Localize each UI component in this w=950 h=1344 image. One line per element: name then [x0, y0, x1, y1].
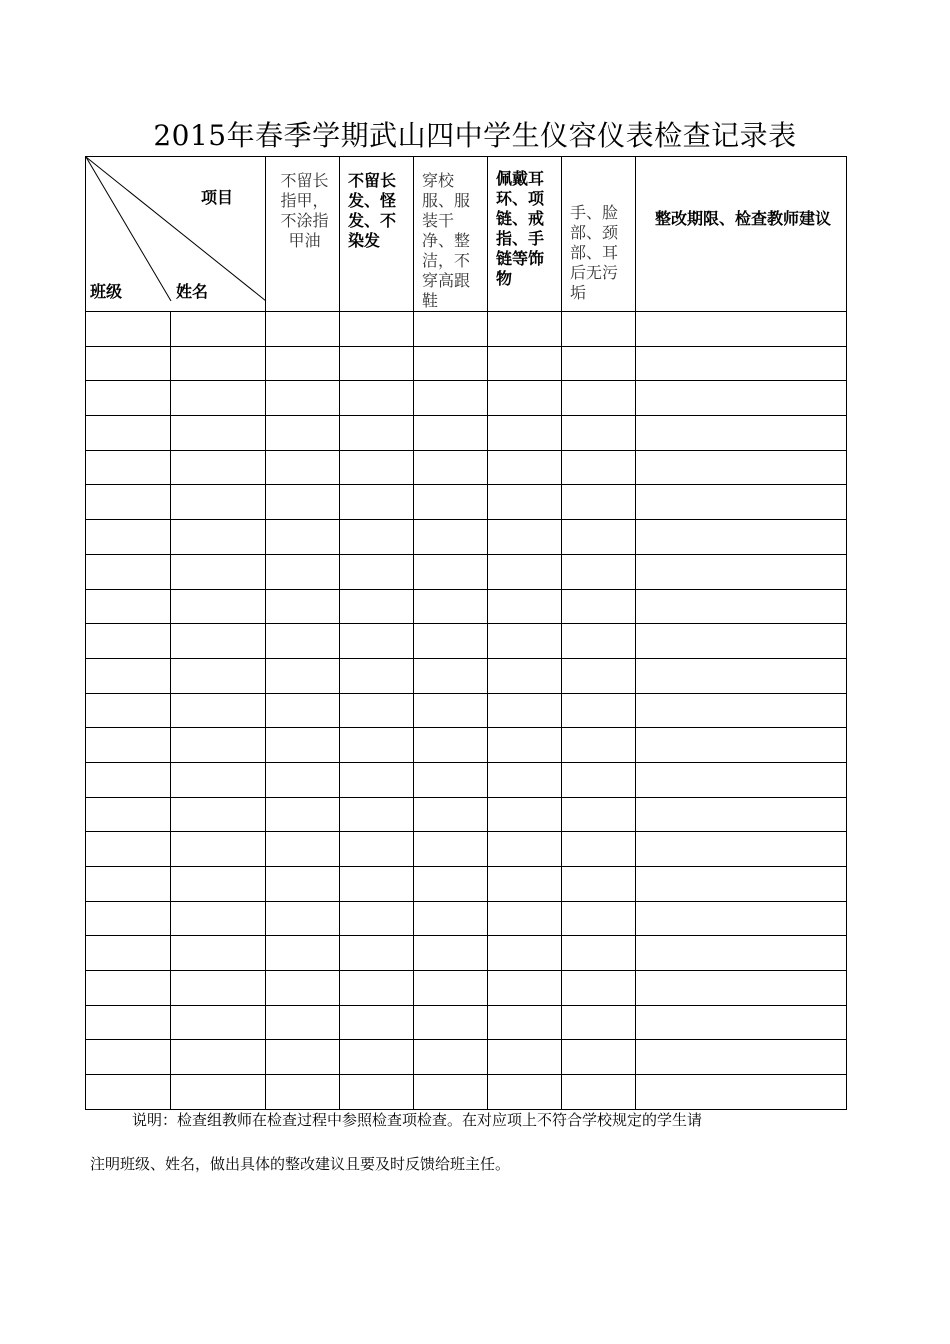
header-row [86, 157, 847, 312]
table-row [86, 485, 847, 520]
suggestion-cell[interactable] [636, 728, 847, 763]
suggestion-cell[interactable] [636, 867, 847, 902]
column-header-hygiene: 手、脸部、颈部、耳后无污垢 [570, 203, 619, 302]
hygiene-cell[interactable] [562, 762, 636, 797]
class-cell[interactable] [86, 936, 171, 971]
class-cell[interactable] [86, 971, 171, 1006]
nails-cell[interactable] [266, 589, 340, 624]
inspection-table [85, 156, 847, 1110]
uniform-cell[interactable] [414, 346, 488, 381]
hygiene-cell[interactable] [562, 554, 636, 589]
jewelry-cell[interactable] [488, 797, 562, 832]
hygiene-cell[interactable] [562, 416, 636, 451]
column-header [266, 157, 340, 312]
suggestion-cell[interactable] [636, 658, 847, 693]
nails-cell[interactable] [266, 901, 340, 936]
name-cell[interactable] [171, 346, 266, 381]
class-cell[interactable] [86, 658, 171, 693]
uniform-cell[interactable] [414, 867, 488, 902]
table-row [86, 728, 847, 763]
corner-cell [86, 157, 266, 312]
hygiene-cell[interactable] [562, 346, 636, 381]
class-cell[interactable] [86, 1040, 171, 1075]
uniform-cell[interactable] [414, 658, 488, 693]
hair-cell[interactable] [340, 346, 414, 381]
nails-cell[interactable] [266, 728, 340, 763]
hygiene-cell[interactable] [562, 867, 636, 902]
column-header-suggestion: 整改期限、检查教师建议 [654, 209, 831, 228]
suggestion-cell[interactable] [636, 936, 847, 971]
name-cell[interactable] [171, 728, 266, 763]
class-cell[interactable] [86, 346, 171, 381]
name-cell[interactable] [171, 797, 266, 832]
class-cell[interactable] [86, 901, 171, 936]
hair-cell[interactable] [340, 520, 414, 555]
table-row [86, 901, 847, 936]
jewelry-cell[interactable] [488, 658, 562, 693]
column-header-uniform: 穿校服、服装干净、整洁，不穿高跟鞋 [422, 171, 471, 310]
uniform-cell[interactable] [414, 832, 488, 867]
hygiene-cell[interactable] [562, 589, 636, 624]
jewelry-cell[interactable] [488, 450, 562, 485]
jewelry-cell[interactable] [488, 971, 562, 1006]
nails-cell[interactable] [266, 346, 340, 381]
table-row [86, 762, 847, 797]
nails-cell[interactable] [266, 624, 340, 659]
hair-cell[interactable] [340, 312, 414, 347]
uniform-cell[interactable] [414, 728, 488, 763]
jewelry-cell[interactable] [488, 312, 562, 347]
jewelry-cell[interactable] [488, 520, 562, 555]
suggestion-cell[interactable] [636, 693, 847, 728]
hygiene-cell[interactable] [562, 658, 636, 693]
name-cell[interactable] [171, 832, 266, 867]
hair-cell[interactable] [340, 797, 414, 832]
corner-item-label: 项目 [201, 188, 234, 207]
nails-cell[interactable] [266, 1040, 340, 1075]
class-cell[interactable] [86, 1005, 171, 1040]
class-cell[interactable] [86, 381, 171, 416]
name-cell[interactable] [171, 867, 266, 902]
jewelry-cell[interactable] [488, 901, 562, 936]
class-cell[interactable] [86, 312, 171, 347]
name-cell[interactable] [171, 1075, 266, 1110]
corner-name-label: 姓名 [176, 282, 209, 301]
table-row [86, 416, 847, 451]
suggestion-cell[interactable] [636, 520, 847, 555]
hair-cell[interactable] [340, 901, 414, 936]
nails-cell[interactable] [266, 797, 340, 832]
class-cell[interactable] [86, 797, 171, 832]
jewelry-cell[interactable] [488, 554, 562, 589]
uniform-cell[interactable] [414, 797, 488, 832]
jewelry-cell[interactable] [488, 728, 562, 763]
uniform-cell[interactable] [414, 520, 488, 555]
table-row [86, 936, 847, 971]
nails-cell[interactable] [266, 762, 340, 797]
hygiene-cell[interactable] [562, 797, 636, 832]
class-cell[interactable] [86, 867, 171, 902]
hair-cell[interactable] [340, 971, 414, 1006]
hygiene-cell[interactable] [562, 901, 636, 936]
column-header [488, 157, 562, 312]
hygiene-cell[interactable] [562, 450, 636, 485]
name-cell[interactable] [171, 312, 266, 347]
uniform-cell[interactable] [414, 693, 488, 728]
nails-cell[interactable] [266, 381, 340, 416]
suggestion-cell[interactable] [636, 971, 847, 1006]
name-cell[interactable] [171, 762, 266, 797]
class-cell[interactable] [86, 762, 171, 797]
hygiene-cell[interactable] [562, 693, 636, 728]
column-header-hair: 不留长发、怪发、不染发 [348, 171, 397, 250]
class-cell[interactable] [86, 728, 171, 763]
hair-cell[interactable] [340, 762, 414, 797]
name-cell[interactable] [171, 485, 266, 520]
corner-class-label: 班级 [90, 282, 123, 301]
table-row [86, 1040, 847, 1075]
uniform-cell[interactable] [414, 312, 488, 347]
suggestion-cell[interactable] [636, 312, 847, 347]
table-row [86, 312, 847, 347]
hair-cell[interactable] [340, 416, 414, 451]
hair-cell[interactable] [340, 589, 414, 624]
name-cell[interactable] [171, 658, 266, 693]
class-cell[interactable] [86, 624, 171, 659]
jewelry-cell[interactable] [488, 867, 562, 902]
hygiene-cell[interactable] [562, 1040, 636, 1075]
jewelry-cell[interactable] [488, 762, 562, 797]
table-row [86, 624, 847, 659]
table-row [86, 1075, 847, 1110]
class-cell[interactable] [86, 832, 171, 867]
nails-cell[interactable] [266, 520, 340, 555]
hygiene-cell[interactable] [562, 381, 636, 416]
class-cell[interactable] [86, 1075, 171, 1110]
nails-cell[interactable] [266, 1075, 340, 1110]
table-row [86, 554, 847, 589]
jewelry-cell[interactable] [488, 485, 562, 520]
table-row [86, 867, 847, 902]
nails-cell[interactable] [266, 554, 340, 589]
jewelry-cell[interactable] [488, 624, 562, 659]
suggestion-cell[interactable] [636, 450, 847, 485]
table-row [86, 520, 847, 555]
suggestion-cell[interactable] [636, 346, 847, 381]
suggestion-cell[interactable] [636, 624, 847, 659]
hair-cell[interactable] [340, 381, 414, 416]
table-row [86, 832, 847, 867]
table-row [86, 693, 847, 728]
class-cell[interactable] [86, 520, 171, 555]
name-cell[interactable] [171, 554, 266, 589]
nails-cell[interactable] [266, 485, 340, 520]
class-cell[interactable] [86, 693, 171, 728]
page-title: 2015年春季学期武山四中学生仪容仪表检查记录表 [153, 119, 797, 152]
hygiene-cell[interactable] [562, 312, 636, 347]
hair-cell[interactable] [340, 867, 414, 902]
suggestion-cell[interactable] [636, 416, 847, 451]
table-row [86, 658, 847, 693]
uniform-cell[interactable] [414, 416, 488, 451]
suggestion-cell[interactable] [636, 485, 847, 520]
name-cell[interactable] [171, 693, 266, 728]
name-cell[interactable] [171, 624, 266, 659]
nails-cell[interactable] [266, 1005, 340, 1040]
column-header [562, 157, 636, 312]
table-row [86, 971, 847, 1006]
name-cell[interactable] [171, 901, 266, 936]
hygiene-cell[interactable] [562, 1005, 636, 1040]
table-row [86, 346, 847, 381]
hygiene-cell[interactable] [562, 485, 636, 520]
suggestion-cell[interactable] [636, 1005, 847, 1040]
hair-cell[interactable] [340, 450, 414, 485]
nails-cell[interactable] [266, 312, 340, 347]
nails-cell[interactable] [266, 658, 340, 693]
hair-cell[interactable] [340, 554, 414, 589]
jewelry-cell[interactable] [488, 693, 562, 728]
hair-cell[interactable] [340, 1005, 414, 1040]
jewelry-cell[interactable] [488, 936, 562, 971]
suggestion-cell[interactable] [636, 901, 847, 936]
uniform-cell[interactable] [414, 1040, 488, 1075]
name-cell[interactable] [171, 416, 266, 451]
uniform-cell[interactable] [414, 1075, 488, 1110]
name-cell[interactable] [171, 936, 266, 971]
name-cell[interactable] [171, 1040, 266, 1075]
hair-cell[interactable] [340, 485, 414, 520]
jewelry-cell[interactable] [488, 1005, 562, 1040]
table-row [86, 381, 847, 416]
class-cell[interactable] [86, 450, 171, 485]
hygiene-cell[interactable] [562, 1075, 636, 1110]
jewelry-cell[interactable] [488, 1075, 562, 1110]
name-cell[interactable] [171, 381, 266, 416]
hygiene-cell[interactable] [562, 728, 636, 763]
uniform-cell[interactable] [414, 936, 488, 971]
hair-cell[interactable] [340, 936, 414, 971]
table-row [86, 797, 847, 832]
hygiene-cell[interactable] [562, 624, 636, 659]
class-cell[interactable] [86, 416, 171, 451]
uniform-cell[interactable] [414, 485, 488, 520]
uniform-cell[interactable] [414, 381, 488, 416]
suggestion-cell[interactable] [636, 589, 847, 624]
jewelry-cell[interactable] [488, 832, 562, 867]
hair-cell[interactable] [340, 1075, 414, 1110]
hair-cell[interactable] [340, 658, 414, 693]
column-header [340, 157, 414, 312]
column-header [636, 157, 847, 312]
uniform-cell[interactable] [414, 1005, 488, 1040]
class-cell[interactable] [86, 485, 171, 520]
suggestion-cell[interactable] [636, 832, 847, 867]
uniform-cell[interactable] [414, 450, 488, 485]
hygiene-cell[interactable] [562, 936, 636, 971]
suggestion-cell[interactable] [636, 797, 847, 832]
column-header-nails: 不留长指甲，不涂指甲油 [280, 171, 329, 250]
class-cell[interactable] [86, 589, 171, 624]
hair-cell[interactable] [340, 693, 414, 728]
nails-cell[interactable] [266, 971, 340, 1006]
name-cell[interactable] [171, 971, 266, 1006]
hair-cell[interactable] [340, 832, 414, 867]
note-line-2: 注明班级、姓名，做出具体的整改建议且要及时反馈给班主任。 [90, 1155, 511, 1173]
name-cell[interactable] [171, 1005, 266, 1040]
nails-cell[interactable] [266, 867, 340, 902]
nails-cell[interactable] [266, 416, 340, 451]
uniform-cell[interactable] [414, 624, 488, 659]
column-header [414, 157, 488, 312]
jewelry-cell[interactable] [488, 1040, 562, 1075]
hygiene-cell[interactable] [562, 971, 636, 1006]
nails-cell[interactable] [266, 693, 340, 728]
uniform-cell[interactable] [414, 901, 488, 936]
name-cell[interactable] [171, 589, 266, 624]
name-cell[interactable] [171, 520, 266, 555]
class-cell[interactable] [86, 554, 171, 589]
suggestion-cell[interactable] [636, 1040, 847, 1075]
uniform-cell[interactable] [414, 762, 488, 797]
suggestion-cell[interactable] [636, 554, 847, 589]
hair-cell[interactable] [340, 1040, 414, 1075]
note-line-1: 说明：检查组教师在检查过程中参照检查项检查。在对应项上不符合学校规定的学生请 [132, 1111, 703, 1129]
hair-cell[interactable] [340, 624, 414, 659]
nails-cell[interactable] [266, 936, 340, 971]
jewelry-cell[interactable] [488, 416, 562, 451]
suggestion-cell[interactable] [636, 762, 847, 797]
hygiene-cell[interactable] [562, 832, 636, 867]
uniform-cell[interactable] [414, 589, 488, 624]
suggestion-cell[interactable] [636, 381, 847, 416]
jewelry-cell[interactable] [488, 589, 562, 624]
table-row [86, 1005, 847, 1040]
uniform-cell[interactable] [414, 971, 488, 1006]
column-header-jewelry: 佩戴耳环、项链、戒指、手链等饰物 [496, 169, 545, 288]
jewelry-cell[interactable] [488, 346, 562, 381]
hair-cell[interactable] [340, 728, 414, 763]
hygiene-cell[interactable] [562, 520, 636, 555]
nails-cell[interactable] [266, 832, 340, 867]
suggestion-cell[interactable] [636, 1075, 847, 1110]
jewelry-cell[interactable] [488, 381, 562, 416]
nails-cell[interactable] [266, 450, 340, 485]
uniform-cell[interactable] [414, 554, 488, 589]
table-row [86, 589, 847, 624]
table-row [86, 450, 847, 485]
name-cell[interactable] [171, 450, 266, 485]
